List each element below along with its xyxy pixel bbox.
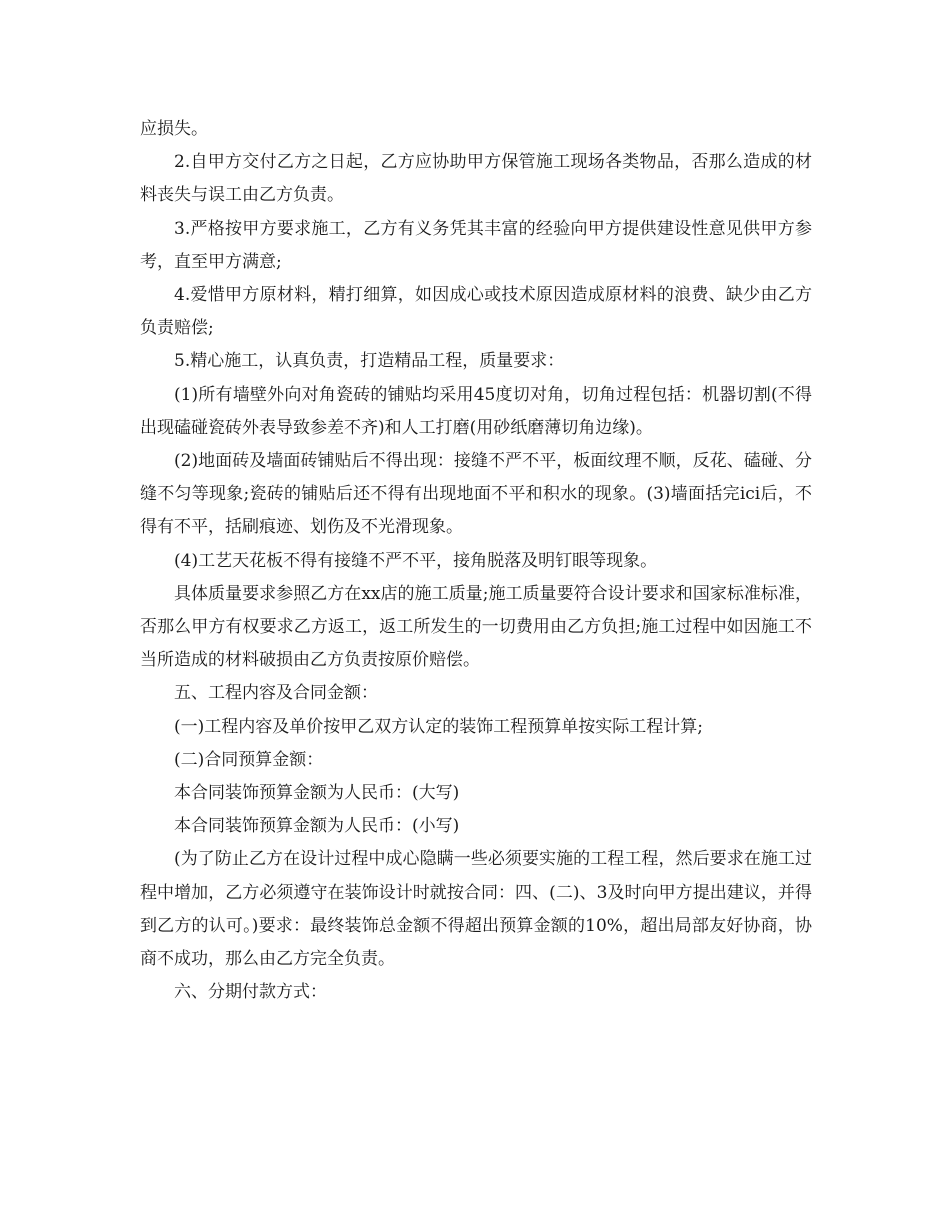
paragraph-quality-item-2-3: (2)地面砖及墙面砖铺贴后不得出现：接缝不严不平，板面纹理不顺，反花、磕碰、分缝不匀等现象;瓷砖的铺贴后还不得有出现地面不平和积水的现象。(3)墙面括完ici后，不得有不平，括刷痕迹、划伤及不光滑现象。	[140, 451, 812, 538]
paragraph-contract-item-1: (一)工程内容及单价按甲乙双方认定的装饰工程预算单按实际工程计算;	[174, 716, 703, 737]
section-heading-5: 五、工程内容及合同金额：	[174, 683, 378, 704]
paragraph-clause-5: 5.精心施工，认真负责，打造精品工程，质量要求：	[174, 351, 565, 372]
paragraph-quality-reference: 具体质量要求参照乙方在xx店的施工质量;施工质量要符合设计要求和国家标准标准，否那么甲方有权要求乙方返工，返工所发生的一切费用由乙方负担;施工过程中如因施工不当所造成的材料破损由乙方负责按原价赔偿。	[140, 583, 812, 671]
paragraph-quality-item-4: (4)工艺天花板不得有接缝不严不平，接角脱落及明钉眼等现象。	[174, 550, 658, 571]
paragraph-quality-item-1: (1)所有墙壁外向对角瓷砖的铺贴均采用45度切对角，切角过程包括：机器切割(不得出现磕碰瓷砖外表导致参差不齐)和人工打磨(用砂纸磨薄切角边缘)。	[140, 384, 812, 438]
paragraph-budget-lowercase: 本合同装饰预算金额为人民币：(小写)	[174, 816, 460, 837]
paragraph-contract-item-2: (二)合同预算金额：	[174, 749, 324, 770]
paragraph-budget-note: (为了防止乙方在设计过程中成心隐瞒一些必须要实施的工程工程，然后要求在施工过程中增加，乙方必须遵守在装饰设计时就按合同：四、(二)、3及时向甲方提出建议，并得到乙方的认可。)要求：最终装饰总金额不得超出预算金额的10%，超出局部友好协商，协商不成功，那么由乙方完全负责。	[140, 849, 812, 970]
document-body	[140, 113, 812, 1009]
paragraph-clause-2: 2.自甲方交付乙方之日起，乙方应协助甲方保管施工现场各类物品，否那么造成的材料丧失与误工由乙方负责。	[140, 152, 812, 206]
section-heading-6: 六、分期付款方式：	[174, 982, 327, 1003]
paragraph-budget-uppercase: 本合同装饰预算金额为人民币：(大写)	[174, 783, 460, 804]
paragraph-clause-4: 4.爱惜甲方原材料，精打细算，如因成心或技术原因造成原材料的浪费、缺少由乙方负责赔偿;	[140, 285, 812, 339]
paragraph-continuation: 应损失。	[140, 119, 208, 139]
paragraph-clause-3: 3.严格按甲方要求施工，乙方有义务凭其丰富的经验向甲方提供建设性意见供甲方参考，直至甲方满意;	[140, 218, 812, 272]
